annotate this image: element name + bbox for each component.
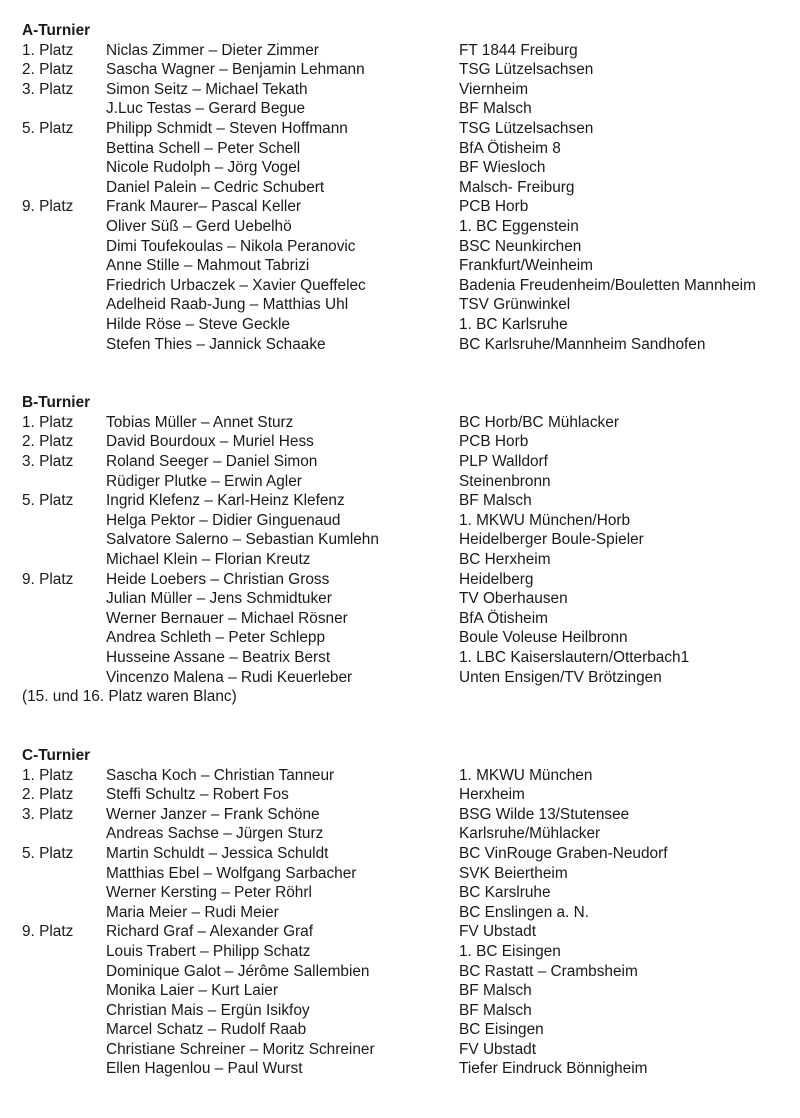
club-name: BfA Ötisheim 8 — [459, 139, 561, 157]
club-name: Steinenbronn — [459, 472, 551, 490]
result-row — [22, 60, 792, 80]
team-names: Marcel Schatz – Rudolf Raab — [106, 1021, 307, 1039]
result-row — [22, 335, 792, 355]
section-title: A-Turnier — [22, 22, 91, 39]
team-names: Louis Trabert – Philipp Schatz — [106, 942, 311, 960]
result-row — [22, 1001, 792, 1021]
team-names: Ingrid Klefenz – Karl-Heinz Klefenz — [106, 492, 345, 510]
club-name: TSG Lützelsachsen — [459, 61, 594, 79]
team-names: Dominique Galot – Jérôme Sallembien — [106, 962, 370, 980]
placement: 1. Platz — [22, 41, 74, 59]
club-name: Karlsruhe/Mühlacker — [459, 825, 601, 843]
club-name: BC Enslingen a. N. — [459, 903, 590, 921]
club-name: FT 1844 Freiburg — [459, 41, 578, 59]
tournament-section — [22, 393, 792, 707]
result-row — [22, 1059, 792, 1079]
team-names: Werner Janzer – Frank Schöne — [106, 805, 320, 823]
result-row — [22, 981, 792, 1001]
placement: 5. Platz — [22, 119, 74, 137]
section-title: C-Turnier — [22, 746, 91, 764]
team-names: Monika Laier – Kurt Laier — [106, 982, 278, 1000]
result-row — [22, 139, 792, 159]
result-row — [22, 276, 792, 296]
team-names: Werner Bernauer – Michael Rösner — [106, 609, 348, 627]
result-row — [22, 628, 792, 648]
placement: 9. Platz — [22, 923, 74, 941]
result-row — [22, 178, 792, 198]
club-name: BC Herxheim — [459, 551, 551, 569]
result-row — [22, 883, 792, 903]
result-row — [22, 609, 792, 629]
team-names: Oliver Süß – Gerd Uebelhö — [106, 217, 292, 235]
club-name: BF Malsch — [459, 982, 532, 1000]
team-names: Julian Müller – Jens Schmidtuker — [106, 590, 332, 608]
placement: 1. Platz — [22, 766, 74, 784]
team-names: Sascha Koch – Christian Tanneur — [106, 766, 335, 784]
result-row — [22, 1040, 792, 1060]
result-row — [22, 41, 792, 61]
result-row — [22, 237, 792, 257]
team-names: Dimi Toufekoulas – Nikola Peranovic — [106, 237, 356, 255]
placement: 9. Platz — [22, 570, 74, 588]
team-names: David Bourdoux – Muriel Hess — [106, 433, 314, 451]
club-name: Malsch- Freiburg — [459, 178, 575, 196]
club-name: PLP Walldorf — [459, 453, 548, 471]
club-name: Viernheim — [459, 80, 529, 98]
club-name: BF Malsch — [459, 492, 532, 510]
club-name: BC Eisingen — [459, 1021, 544, 1039]
placement: 5. Platz — [22, 492, 74, 510]
club-name: BC Horb/BC Mühlacker — [459, 413, 619, 431]
result-row — [22, 550, 792, 570]
team-names: Andrea Schleth – Peter Schlepp — [106, 629, 326, 647]
result-row — [22, 766, 792, 786]
team-names: Stefen Thies – Jannick Schaake — [106, 335, 326, 353]
team-names: Helga Pektor – Didier Ginguenaud — [106, 511, 341, 529]
club-name: SVK Beiertheim — [459, 864, 568, 882]
team-names: Friedrich Urbaczek – Xavier Queffelec — [106, 276, 366, 294]
club-name: BSG Wilde 13/Stutensee — [459, 805, 630, 823]
team-names: Werner Kersting – Peter Röhrl — [106, 884, 312, 902]
club-name: 1. BC Eisingen — [459, 942, 561, 960]
team-names: Richard Graf – Alexander Graf — [106, 923, 314, 941]
tournament-section — [22, 21, 792, 354]
team-names: Maria Meier – Rudi Meier — [106, 903, 279, 921]
team-names: Husseine Assane – Beatrix Berst — [106, 649, 331, 666]
result-row — [22, 197, 792, 217]
result-row — [22, 668, 792, 688]
result-row — [22, 432, 792, 452]
club-name: TSV Grünwinkel — [459, 296, 571, 314]
club-name: Boule Voleuse Heilbronn — [459, 629, 628, 647]
club-name: Herxheim — [459, 786, 525, 804]
club-name: 1. LBC Kaiserslautern/Otterbach1 — [459, 649, 690, 666]
team-names: Simon Seitz – Michael Tekath — [106, 80, 308, 98]
club-name: 1. BC Karlsruhe — [459, 315, 568, 333]
placement: 5. Platz — [22, 844, 74, 862]
club-name: FV Ubstadt — [459, 923, 536, 941]
team-names: Salvatore Salerno – Sebastian Kumlehn — [106, 531, 379, 549]
section-title: B-Turnier — [22, 394, 91, 412]
team-names: Ellen Hagenlou – Paul Wurst — [106, 1060, 303, 1078]
team-names: Nicole Rudolph – Jörg Vogel — [106, 159, 301, 177]
placement: 2. Platz — [22, 786, 74, 804]
club-name: PCB Horb — [459, 433, 529, 451]
placement: 3. Platz — [22, 80, 74, 98]
result-row — [22, 962, 792, 982]
club-name: TSG Lützelsachsen — [459, 119, 594, 137]
placement: 2. Platz — [22, 433, 74, 451]
section-note: (15. und 16. Platz waren Blanc) — [22, 688, 237, 706]
result-row — [22, 295, 792, 315]
result-row — [22, 942, 792, 962]
result-row — [22, 472, 792, 492]
club-name: BF Malsch — [459, 1001, 532, 1019]
result-row — [22, 530, 792, 550]
placement: 1. Platz — [22, 413, 74, 431]
team-names: Frank Maurer– Pascal Keller — [106, 198, 302, 216]
team-names: Roland Seeger – Daniel Simon — [106, 453, 318, 471]
result-row — [22, 844, 792, 864]
placement: 3. Platz — [22, 453, 74, 471]
club-name: BfA Ötisheim — [459, 609, 548, 627]
team-names: Steffi Schultz – Robert Fos — [106, 786, 289, 804]
team-names: Sascha Wagner – Benjamin Lehmann — [106, 61, 365, 79]
team-names: Rüdiger Plutke – Erwin Agler — [106, 472, 302, 490]
club-name: Frankfurt/Weinheim — [459, 257, 593, 275]
team-names: Martin Schuldt – Jessica Schuldt — [106, 844, 329, 862]
team-names: Andreas Sachse – Jürgen Sturz — [106, 825, 324, 843]
club-name: 1. MKWU München — [459, 766, 593, 784]
result-row — [22, 119, 792, 139]
results-document — [22, 21, 792, 1118]
result-row — [22, 824, 792, 844]
result-row — [22, 491, 792, 511]
result-row — [22, 315, 792, 335]
result-row — [22, 864, 792, 884]
club-name: 1. MKWU München/Horb — [459, 511, 631, 529]
result-row — [22, 589, 792, 609]
result-row — [22, 80, 792, 100]
club-name: Unten Ensigen/TV Brötzingen — [459, 668, 662, 686]
result-row — [22, 256, 792, 276]
club-name: BF Wiesloch — [459, 159, 546, 177]
team-names: Heide Loebers – Christian Gross — [106, 570, 330, 588]
club-name: Heidelberger Boule-Spieler — [459, 531, 644, 549]
placement: 9. Platz — [22, 198, 74, 216]
result-row — [22, 158, 792, 178]
club-name: PCB Horb — [459, 198, 529, 216]
club-name: BC VinRouge Graben-Neudorf — [459, 844, 668, 862]
club-name: 1. BC Eggenstein — [459, 217, 579, 235]
result-row — [22, 903, 792, 923]
placement: 2. Platz — [22, 61, 74, 79]
result-row — [22, 217, 792, 237]
result-row — [22, 99, 792, 119]
team-names: Matthias Ebel – Wolfgang Sarbacher — [106, 864, 357, 882]
tournament-section — [22, 746, 792, 1079]
result-row — [22, 511, 792, 531]
club-name: FV Ubstadt — [459, 1040, 536, 1058]
team-names: Philipp Schmidt – Steven Hoffmann — [106, 119, 348, 137]
club-name: BC Karlsruhe/Mannheim Sandhofen — [459, 335, 706, 353]
result-row — [22, 570, 792, 590]
team-names: Christiane Schreiner – Moritz Schreiner — [106, 1040, 375, 1058]
result-row — [22, 452, 792, 472]
team-names: Daniel Palein – Cedric Schubert — [106, 178, 325, 196]
club-name: TV Oberhausen — [459, 590, 568, 608]
result-row — [22, 922, 792, 942]
club-name: BC Karslruhe — [459, 884, 551, 902]
team-names: Niclas Zimmer – Dieter Zimmer — [106, 41, 319, 59]
club-name: Badenia Freudenheim/Bouletten Mannheim — [459, 276, 756, 294]
result-row — [22, 805, 792, 825]
club-name: BF Malsch — [459, 100, 532, 118]
result-row — [22, 1020, 792, 1040]
team-names: Vincenzo Malena – Rudi Keuerleber — [106, 668, 353, 686]
placement: 3. Platz — [22, 805, 74, 823]
team-names: Michael Klein – Florian Kreutz — [106, 551, 311, 569]
team-names: Tobias Müller – Annet Sturz — [106, 413, 294, 431]
team-names: J.Luc Testas – Gerard Begue — [106, 100, 306, 118]
team-names: Adelheid Raab-Jung – Matthias Uhl — [106, 296, 349, 314]
club-name: BSC Neunkirchen — [459, 237, 582, 255]
club-name: BC Rastatt – Crambsheim — [459, 962, 638, 980]
team-names: Anne Stille – Mahmout Tabrizi — [106, 257, 310, 275]
club-name: Heidelberg — [459, 570, 534, 588]
club-name: Tiefer Eindruck Bönnigheim — [459, 1060, 648, 1078]
result-row — [22, 413, 792, 433]
result-row — [22, 648, 792, 668]
team-names: Hilde Röse – Steve Geckle — [106, 315, 290, 333]
result-row — [22, 785, 792, 805]
team-names: Christian Mais – Ergün Isikfoy — [106, 1001, 310, 1019]
team-names: Bettina Schell – Peter Schell — [106, 139, 301, 157]
